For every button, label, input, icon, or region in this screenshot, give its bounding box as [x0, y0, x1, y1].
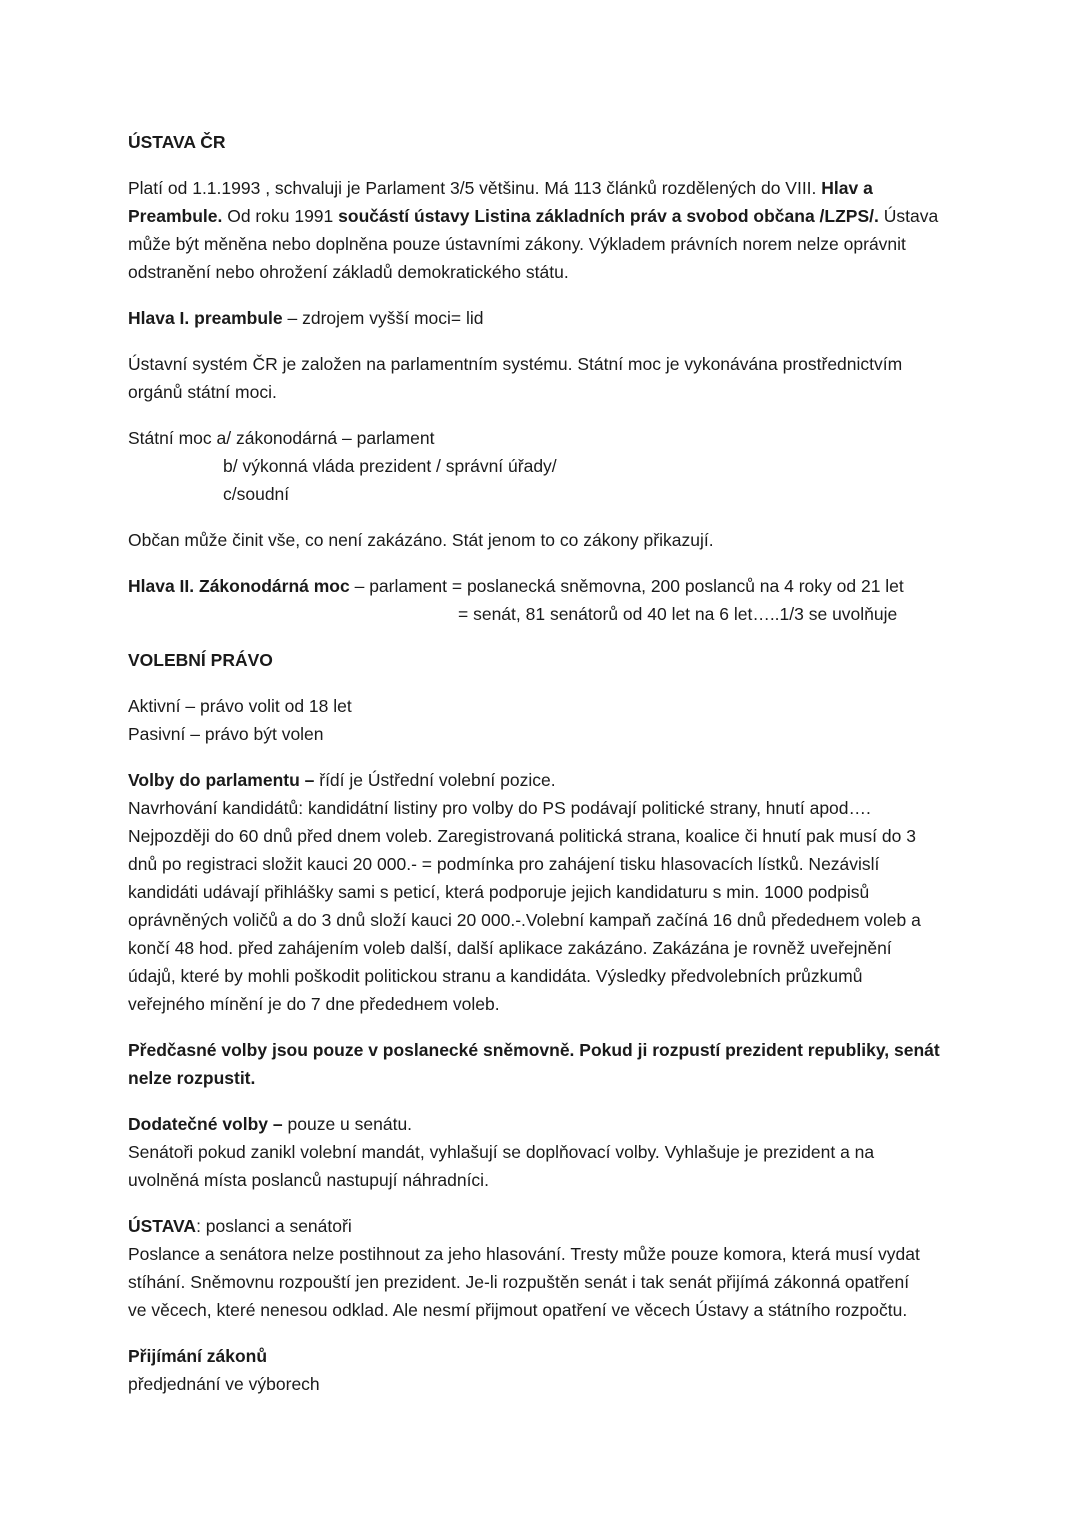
system-paragraph: Ústavní systém ČR je založen na parlamentním systému. Státní moc je vykonávána prostřednictvím orgánů státní moci.: [128, 354, 903, 402]
hlava-1-paragraph: Hlava I. preambule – zdrojem vyšší moci= lid: [128, 308, 484, 328]
dodatecne-volby-paragraph: Dodatečné volby – pouze u senátu. Senátoři pokud zanikl volební mandát, vyhlašují se doplňovací volby. Vyhlašuje je prezident a na uvolněná místa poslanců nastupují náhradníci.: [128, 1114, 875, 1190]
prijimani-zakonu-paragraph: Přijímání zákonů předjednání ve výborech: [128, 1346, 320, 1394]
intro-paragraph: Platí od 1.1.1993 , schvaluji je Parlament 3/5 většinu. Má 113 článků rozdělených do VIII. Hlav a Preambule. Od roku 1991 součástí ústavy Listina základních práv a svobod občana /LZPS/. Ústava může být měněna nebo doplněna pouze ústavními zákony. Výkladem právních norem nelze oprávnit odstranění nebo ohrožení základů demokratického státu.: [128, 178, 939, 282]
ustava-poslanci-paragraph: ÚSTAVA: poslanci a senátoři Poslance a senátora nelze postihnout za jeho hlasování. Tresty může pouze komora, která musí vydat stíhání. Sněmovnu rozpouští jen prezident. Je-li rozpuštěn senát i tak senát přijímá zákonná opatření ve věcech, které nenesou odklad. Ale nesmí přijmout opatření ve věcech Ústavy a státního rozpočtu.: [128, 1216, 920, 1320]
predcasne-volby-paragraph: Předčasné volby jsou pouze v poslanecké sněmovně. Pokud ji rozpustí prezident republiky, senát nelze rozpustit.: [128, 1040, 940, 1088]
statni-moc-list: Státní moc a/ zákonodárná – parlament b/ výkonná vláda prezident / správní úřady/ c/soudní: [128, 428, 557, 504]
volebni-pravo-heading: VOLEBNÍ PRÁVO: [128, 650, 273, 670]
document-page: [128, 128, 968, 1416]
obcan-paragraph: Občan může činit vše, co není zakázáno. Stát jenom to co zákony přikazují.: [128, 530, 714, 550]
hlava-2-paragraph: Hlava II. Zákonodárná moc – parlament = poslanecká sněmovna, 200 poslanců na 4 roky od 21 let = senát, 81 senátorů od 40 let na 6 let…..1/3 se uvolňuje: [128, 576, 904, 624]
volby-paragraph: Volby do parlamentu – řídí je Ústřední volební pozice. Navrhování kandidátů: kandidátní listiny pro volby do PS podávají politické strany, hnutí apod…. Nejpozději do 60 dnů před dnem voleb. Zaregistrovaná politická strana, koalice či hnutí pak musí do 3 dnů po registraci složit kauci 20 000.- = podmínka pro zahájení tisku hlasovacích lístků. Nezávislí kandidáti udávají přihlášky sami s peticí, která podporuje jejich kandidaturu s min. 1000 podpisů oprávněných voličů a do 3 dnů složí kauci 20 000.-.Volební kampaň začíná 16 dnů přededнem voleb a končí 48 hod. před zahájením voleb další, další aplikace zakázáno. Zakázána je rovněž uveřejnění údajů, které by mohli poškodit politickou stranu a kandidáta. Výsledky předvolebních průzkumů veřejného mínění je do 7 dne přededнem voleb.: [128, 770, 921, 1014]
pravo-paragraph: Aktivní – právo volit od 18 let Pasivní – právo být volen: [128, 696, 352, 744]
document-title: ÚSTAVA ČR: [128, 132, 226, 152]
